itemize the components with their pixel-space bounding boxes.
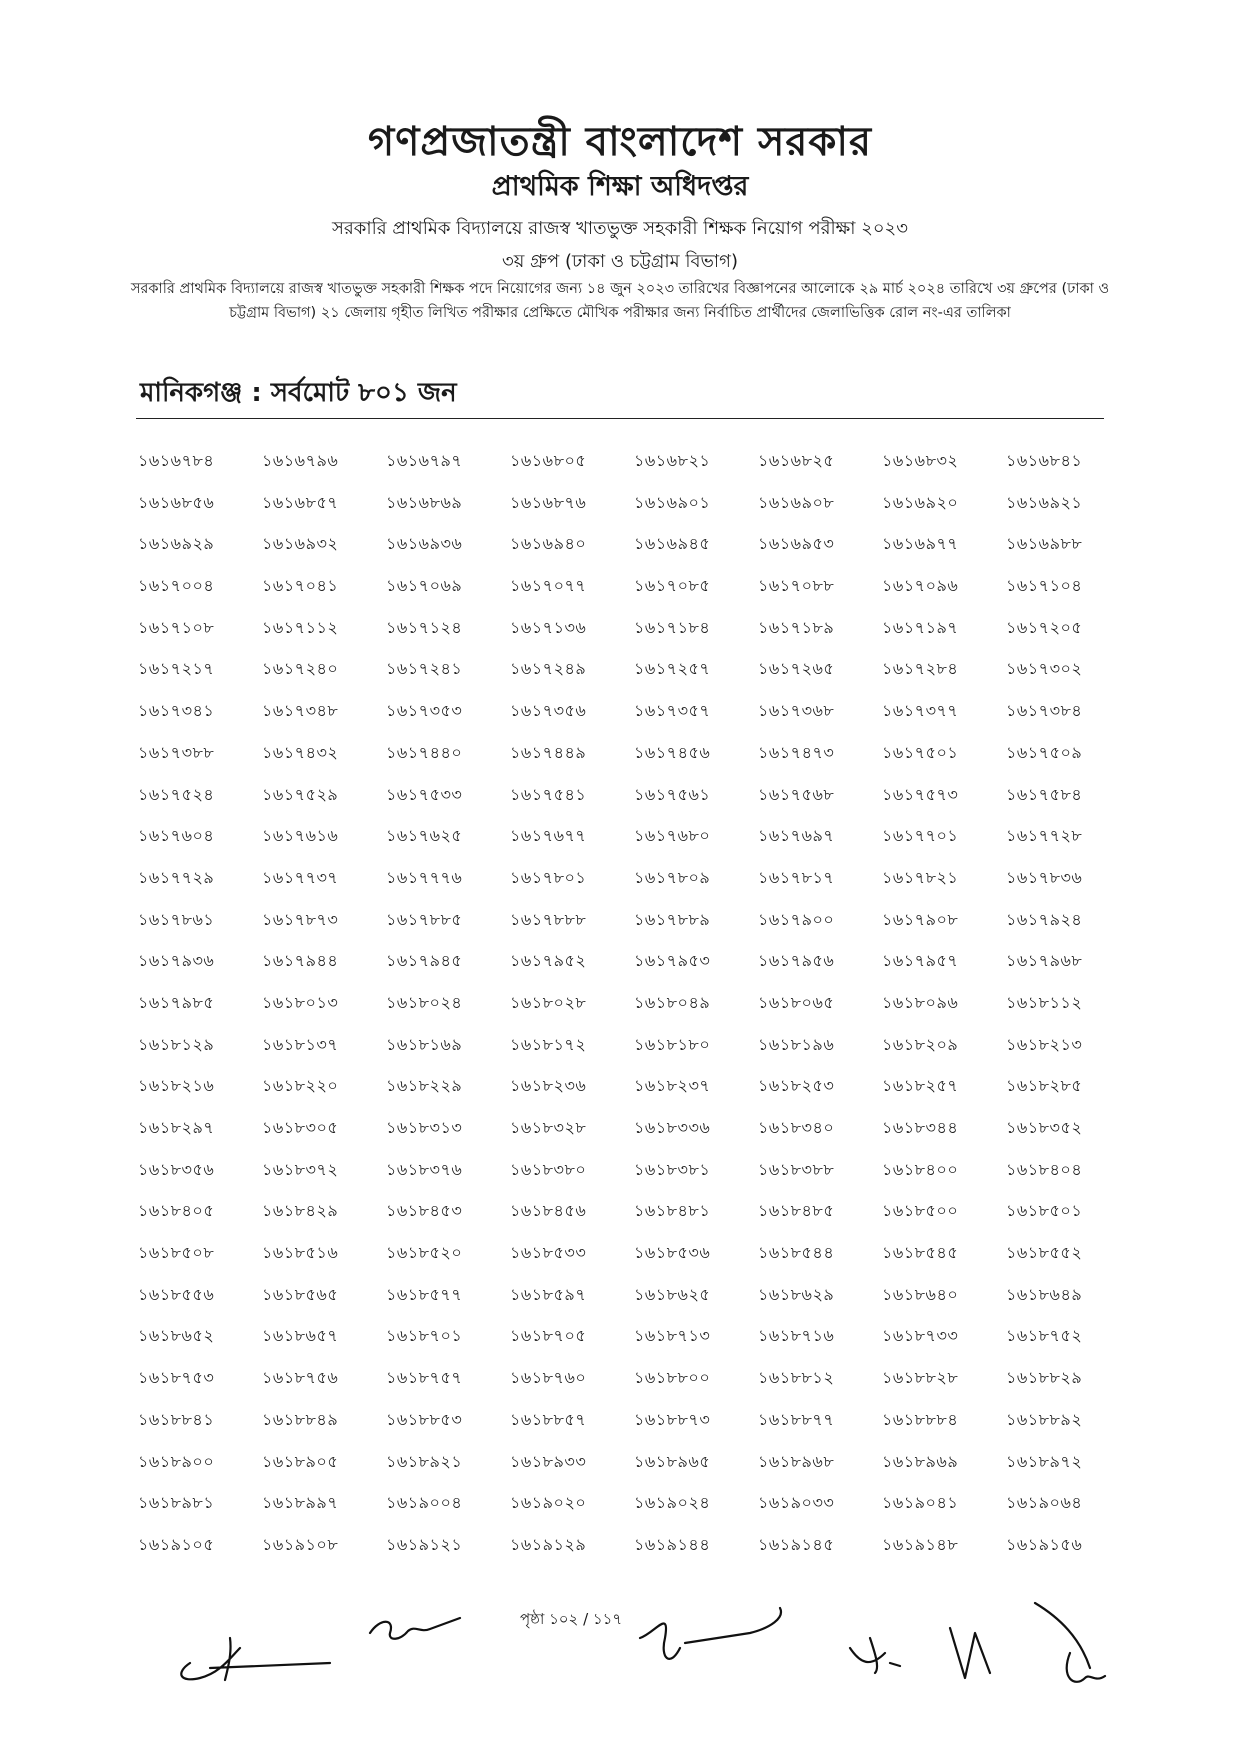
roll-number: ১৬১৮৪৮৫ [758,1201,835,1221]
roll-number: ১৬১৮৩৪৪ [882,1118,959,1137]
roll-number: ১৬১৮০৬৫ [758,992,835,1012]
roll-number: ১৬১৮৩৮৮ [758,1159,835,1179]
roll-number: ১৬১৭৫০১ [882,742,959,762]
roll-number: ১৬১৭৩৮৮ [138,742,215,762]
roll-number: ১৬১৭৩৫৬ [510,701,587,721]
roll-number: ১৬১৭৬৭৭ [510,826,587,846]
roll-number: ১৬১৬৮৭৬ [510,492,587,512]
roll-number: ১৬১৭৭২৯ [138,867,215,887]
roll-number: ১৬১৭১০৮ [138,617,215,637]
roll-number: ১৬১৬৮৫৭ [262,492,339,512]
roll-number: ১৬১৭৯২৪ [1006,909,1083,929]
roll-number: ১৬১৮৮৯২ [1006,1409,1083,1429]
roll-number: ১৬১৮৫৪৪ [758,1243,835,1263]
roll-number: ১৬১৮৮০০ [634,1368,711,1388]
roll-number: ১৬১৮২৮৫ [1006,1076,1083,1096]
roll-number: ১৬১৮২০৯ [882,1034,959,1054]
roll-number: ১৬১৮২১৩ [1006,1034,1083,1054]
roll-number: ১৬১৮৬৫২ [138,1326,215,1346]
roll-number: ১৬১৯১০৮ [262,1534,339,1554]
roll-number: ১৬১৮৩৫৬ [138,1159,215,1179]
roll-number: ১৬১৮৬২৫ [634,1284,711,1304]
roll-number: ১৬১৮৯৭২ [1006,1451,1083,1471]
roll-number: ১৬১৮৩৫২ [1006,1118,1083,1137]
roll-number: ১৬১৭৮৩৬ [1006,867,1083,887]
roll-number: ১৬১৭৯৫৬ [758,951,835,971]
roll-number: ১৬১৭১২৪ [386,617,463,637]
roll-number: ১৬১৭৮১৭ [758,867,835,887]
roll-number: ১৬১৭৯৪৪ [262,951,339,971]
roll-number: ১৬১৬৯৩২ [262,534,339,554]
signature-5 [940,1618,1000,1688]
roll-number: ১৬১৮৮৭৩ [634,1409,711,1429]
roll-number: ১৬১৭৫৮৪ [1006,784,1083,804]
roll-number: ১৬১৭২৪১ [386,659,463,679]
roll-number: ১৬১৮৩৪০ [758,1118,835,1137]
roll-number: ১৬১৯১২৯ [510,1534,587,1554]
roll-number: ১৬১৭৩৭৭ [882,701,959,721]
roll-number: ১৬১৭৩৪১ [138,701,215,721]
roll-number: ১৬১৮৪০০ [882,1159,959,1179]
roll-number: ১৬১৭১৩৬ [510,617,587,637]
roll-number: ১৬১৬৯৫৩ [758,534,835,554]
signature-6 [1030,1598,1120,1698]
roll-number: ১৬১৮৬৪৯ [1006,1284,1083,1304]
roll-number: ১৬১৮৩৭২ [262,1159,339,1179]
roll-number: ১৬১৭৫২৯ [262,784,339,804]
roll-number: ১৬১৮১৯৬ [758,1034,835,1054]
roll-number: ১৬১৮২১৬ [138,1076,215,1096]
roll-number: ১৬১৮৯৬৫ [634,1451,711,1471]
roll-number: ১৬১৭৬৯৭ [758,826,835,846]
roll-number: ১৬১৮৮৪১ [138,1409,215,1429]
roll-number: ১৬১৭৮৭৩ [262,909,339,929]
roll-number: ১৬১৮৮২৯ [1006,1368,1083,1388]
roll-number: ১৬১৮৫৬৫ [262,1284,339,1304]
roll-number: ১৬১৮৯০০ [138,1451,215,1471]
roll-number: ১৬১৮৩০৫ [262,1118,339,1137]
roll-number: ১৬১৭৭০১ [882,826,959,846]
notice-text: সরকারি প্রাথমিক বিদ্যালয়ে রাজস্ব খাতভুক্ত সহকারী শিক্ষক পদে নিয়োগের জন্য ১৪ জুন ২০২৩ তারিখের বিজ্ঞাপনের আলোকে ২৯ মার্চ ২০২৪ তারিখে ৩য় গ্রুপের (ঢাকা ও চট্টগ্রাম বিভাগ) ২১ জেলায় গৃহীত লিখিত পরীক্ষার প্রেক্ষিতে মৌখিক পরীক্ষার জন্য নির্বাচিত প্রার্থীদের জেলাভিত্তিক রোল নং-এর তালিকা [130,281,1110,321]
roll-number: ১৬১৮৫১৬ [262,1243,339,1263]
roll-number: ১৬১৮০৪৯ [634,992,711,1012]
roll-number: ১৬১৯১০৫ [138,1534,215,1554]
roll-number: ১৬১৮৫৩৩ [510,1243,587,1263]
page-footer [0,1598,1240,1698]
roll-number: ১৬১৬৮২১ [634,451,711,470]
roll-number: ১৬১৮৪৮১ [634,1201,711,1221]
roll-number: ১৬১৬৭৮৪ [138,451,215,470]
roll-number: ১৬১৯০০৪ [386,1493,463,1513]
roll-number: ১৬১৭০৭৭ [510,576,587,596]
roll-number: ১৬১৯০৩৩ [758,1493,835,1513]
roll-number: ১৬১৯১৫৬ [1006,1534,1083,1554]
roll-number: ১৬১৬৮৬৯ [386,492,463,512]
roll-number: ১৬১৬৮২৫ [758,451,835,470]
roll-number: ১৬১৬৯২০ [882,492,959,512]
roll-number: ১৬১৭৮৮৯ [634,909,711,929]
roll-number: ১৬১৭৮৮৫ [386,909,463,929]
signature-4 [840,1628,910,1678]
roll-number: ১৬১৮৪০৪ [1006,1159,1083,1179]
roll-number: ১৬১৮২২৯ [386,1076,463,1096]
roll-number: ১৬১৭০৬৯ [386,576,463,596]
roll-number: ১৬১৮৫০৮ [138,1243,215,1263]
roll-number: ১৬১৬৯৮৮ [1006,534,1083,554]
roll-number: ১৬১৮৪৫৩ [386,1201,463,1221]
roll-number: ১৬১৭০০৪ [138,576,215,596]
roll-number: ১৬১৮৬৪০ [882,1284,959,1304]
roll-number: ১৬১৭৯৫৭ [882,951,959,971]
roll-number-grid [138,440,1128,1566]
roll-number: ১৬১৮৩১৩ [386,1118,463,1137]
roll-number: ১৬১৭৬২৫ [386,826,463,846]
roll-number: ১৬১৮৭১৩ [634,1326,711,1346]
roll-number: ১৬১৮১৩৭ [262,1034,339,1054]
group-name: ৩য় গ্রুপ (ঢাকা ও চট্টগ্রাম বিভাগ) [502,251,738,272]
roll-number: ১৬১৬৯৪৫ [634,534,711,554]
exam-name: সরকারি প্রাথমিক বিদ্যালয়ে রাজস্ব খাতভুক্ত সহকারী শিক্ষক নিয়োগ পরীক্ষা ২০২৩ [332,218,908,239]
roll-number: ১৬১৬৮৩২ [882,451,959,470]
roll-number: ১৬১৮৫০০ [882,1201,959,1221]
roll-number: ১৬১৮৯৩৩ [510,1451,587,1471]
roll-number: ১৬১৮১৮০ [634,1034,711,1054]
government-title: গণপ্রজাতন্ত্রী বাংলাদেশ সরকার [368,119,872,165]
roll-number: ১৬১৮০১৩ [262,992,339,1012]
roll-number: ১৬১৯০৬৪ [1006,1493,1083,1513]
roll-number: ১৬১৮৭৫৬ [262,1368,339,1388]
roll-number: ১৬১৭৩৪৮ [262,701,339,721]
roll-number: ১৬১৯১৪৮ [882,1534,959,1554]
roll-number: ১৬১৮৯৬৯ [882,1451,959,1471]
roll-number: ১৬১৭১০৪ [1006,576,1083,596]
roll-number: ১৬১৬৯৪০ [510,534,587,554]
roll-number: ১৬১৮৫০১ [1006,1201,1083,1221]
roll-number: ১৬১৮০৯৬ [882,992,959,1012]
roll-number: ১৬১৭৫৭৩ [882,784,959,804]
roll-number: ১৬১৮৮৫৩ [386,1409,463,1429]
roll-number: ১৬১৮২৫৩ [758,1076,835,1096]
roll-number: ১৬১৮৯২১ [386,1451,463,1471]
roll-number: ১৬১৮৮৪৯ [262,1409,339,1429]
roll-number: ১৬১৮৮৮৪ [882,1409,959,1429]
roll-number: ১৬১৮৮৭৭ [758,1409,835,1429]
roll-number: ১৬১৮২৯৭ [138,1118,215,1137]
roll-number: ১৬১৬৯২৯ [138,534,215,554]
roll-number: ১৬১৭৪৩২ [262,742,339,762]
roll-number: ১৬১৭৭২৮ [1006,826,1083,846]
roll-number: ১৬১৬৮৫৬ [138,492,215,512]
roll-number: ১৬১৮৫৫২ [1006,1243,1083,1263]
roll-number: ১৬১৯১৪৪ [634,1534,711,1554]
roll-number: ১৬১৭৩৫৩ [386,701,463,721]
roll-number: ১৬১৭৩০২ [1006,659,1083,679]
roll-number: ১৬১৭০৮৮ [758,576,835,596]
roll-number: ১৬১৮৭০১ [386,1326,463,1346]
roll-number: ১৬১৮৭৫৩ [138,1368,215,1388]
roll-number: ১৬১৭৯৫৩ [634,951,711,971]
roll-number: ১৬১৮০২৪ [386,992,463,1012]
roll-number: ১৬১৮৭৫২ [1006,1326,1083,1346]
roll-number: ১৬১৬৯০৮ [758,492,835,512]
signature-2 [360,1603,470,1653]
roll-number: ১৬১৮৫৫৬ [138,1284,215,1304]
directorate-title: প্রাথমিক শিক্ষা অধিদপ্তর [491,171,749,202]
roll-number: ১৬১৭৪৪৯ [510,742,587,762]
roll-number: ১৬১৮৫২০ [386,1243,463,1263]
roll-number: ১৬১৭৯৫২ [510,951,587,971]
divider [136,418,1104,419]
roll-number: ১৬১৮৭০৫ [510,1326,587,1346]
roll-number: ১৬১৮৫৭৭ [386,1284,463,1304]
roll-number: ১৬১৮৯৬৮ [758,1451,835,1471]
roll-number: ১৬১৮২৩৬ [510,1076,587,1096]
roll-number: ১৬১৮৭৫৭ [386,1368,463,1388]
roll-number: ১৬১৮১৭২ [510,1034,587,1054]
roll-number: ১৬১৭২৪০ [262,659,339,679]
roll-number: ১৬১৮৩৮০ [510,1159,587,1179]
roll-number: ১৬১৭৫৩৩ [386,784,463,804]
roll-number: ১৬১৭৮৮৮ [510,909,587,929]
roll-number: ১৬১৭২০৫ [1006,617,1083,637]
roll-number: ১৬১৮৯০৫ [262,1451,339,1471]
roll-number: ১৬১৮৬৫৭ [262,1326,339,1346]
roll-number: ১৬১৭৫০৯ [1006,742,1083,762]
roll-number: ১৬১৭০৪১ [262,576,339,596]
roll-number: ১৬১৭৯৮৫ [138,992,215,1012]
roll-number: ১৬১৭৯০৮ [882,909,959,929]
roll-number: ১৬১৭১৯৭ [882,617,959,637]
roll-number: ১৬১৮৪০৫ [138,1201,215,1221]
signature-1 [170,1618,340,1688]
roll-number: ১৬১৭৮২১ [882,867,959,887]
roll-number: ১৬১৭৫৬১ [634,784,711,804]
roll-number: ১৬১৭২৮৪ [882,659,959,679]
roll-number: ১৬১৯০৪১ [882,1493,959,1513]
roll-number: ১৬১৯১৪৫ [758,1534,835,1554]
roll-number: ১৬১৮১২৯ [138,1034,215,1054]
roll-number: ১৬১৮৩২৮ [510,1118,587,1137]
roll-number: ১৬১৭২৬৫ [758,659,835,679]
roll-number: ১৬১৭৯৪৫ [386,951,463,971]
roll-number: ১৬১৭২৪৯ [510,659,587,679]
roll-number: ১৬১৮৫৪৫ [882,1243,959,1263]
roll-number: ১৬১৭৩৫৭ [634,701,711,721]
roll-number: ১৬১৭৯৩৬ [138,951,215,971]
roll-number: ১৬১৭৩৮৪ [1006,701,1083,721]
roll-number: ১৬১৭৪৭৩ [758,742,835,762]
roll-number: ১৬১৭৬১৬ [262,826,339,846]
signature-3 [630,1598,800,1673]
roll-number: ১৬১৮০২৮ [510,992,587,1012]
roll-number: ১৬১৭০৮৫ [634,576,711,596]
roll-number: ১৬১৬৭৯৬ [262,451,339,470]
roll-number: ১৬১৮৩৮১ [634,1159,711,1179]
roll-number: ১৬১৭১১২ [262,617,339,637]
roll-number: ১৬১৭৭৭৬ [386,867,463,887]
roll-number: ১৬১৮৪৫৬ [510,1201,587,1221]
roll-number: ১৬১৭৪৫৬ [634,742,711,762]
roll-number: ১৬১৬৯৭৭ [882,534,959,554]
roll-number: ১৬১৮৭৬০ [510,1368,587,1388]
roll-number: ১৬১৯০২০ [510,1493,587,1513]
roll-number: ১৬১৮৫৯৭ [510,1284,587,1304]
roll-number: ১৬১৮২৫৭ [882,1076,959,1096]
roll-number: ১৬১৭৫২৪ [138,784,215,804]
roll-number: ১৬১৭২৫৭ [634,659,711,679]
roll-number: ১৬১৮৪২৯ [262,1201,339,1221]
roll-number: ১৬১৭৮০৯ [634,867,711,887]
roll-number: ১৬১৭২১৭ [138,659,215,679]
roll-number: ১৬১৮৮১২ [758,1368,835,1388]
roll-number: ১৬১৮৩৩৬ [634,1118,711,1137]
roll-number: ১৬১৯০২৪ [634,1493,711,1513]
roll-number: ১৬১৬৯২১ [1006,492,1083,512]
roll-number: ১৬১৬৭৯৭ [386,451,463,470]
roll-number: ১৬১৭৯৬৮ [1006,951,1083,971]
roll-number: ১৬১৭৮৬১ [138,909,215,929]
page-number: পৃষ্ঠা ১০২ / ১১৭ [520,1610,623,1628]
roll-number: ১৬১৮৬২৯ [758,1284,835,1304]
roll-number: ১৬১৮১৬৯ [386,1034,463,1054]
roll-number: ১৬১৮৯৮১ [138,1493,215,1513]
roll-number: ১৬১৭৩৬৮ [758,701,835,721]
roll-number: ১৬১৮২২০ [262,1076,339,1096]
roll-number: ১৬১৮২৩৭ [634,1076,711,1096]
roll-number: ১৬১৭৯০০ [758,909,835,929]
roll-number: ১৬১৮১১২ [1006,992,1083,1012]
roll-number: ১৬১৮৫৩৬ [634,1243,711,1263]
roll-number: ১৬১৮৮৫৭ [510,1409,587,1429]
roll-number: ১৬১৮৭১৬ [758,1326,835,1346]
roll-number: ১৬১৮৮২৮ [882,1368,959,1388]
roll-number: ১৬১৬৮৪১ [1006,451,1083,470]
district-heading: মানিকগঞ্জ : সর্বমোট ৮০১ জন [140,378,457,408]
roll-number: ১৬১৮৯৯৭ [262,1493,339,1513]
roll-number: ১৬১৭১৮৪ [634,617,711,637]
roll-number: ১৬১৭৪৪০ [386,742,463,762]
roll-number: ১৬১৬৮০৫ [510,451,587,470]
roll-number: ১৬১৭৫৬৮ [758,784,835,804]
roll-number: ১৬১৮৩৭৬ [386,1159,463,1179]
roll-number: ১৬১৭৬০৪ [138,826,215,846]
roll-number: ১৬১৭৬৮০ [634,826,711,846]
roll-number: ১৬১৭৮০১ [510,867,587,887]
roll-number: ১৬১৭১৮৯ [758,617,835,637]
roll-number: ১৬১৭৭৩৭ [262,867,339,887]
roll-number: ১৬১৭৫৪১ [510,784,587,804]
roll-number: ১৬১৬৯৩৬ [386,534,463,554]
roll-number: ১৬১৭০৯৬ [882,576,959,596]
roll-number: ১৬১৯১২১ [386,1534,463,1554]
roll-number: ১৬১৬৯০১ [634,492,711,512]
roll-number: ১৬১৮৭৩৩ [882,1326,959,1346]
